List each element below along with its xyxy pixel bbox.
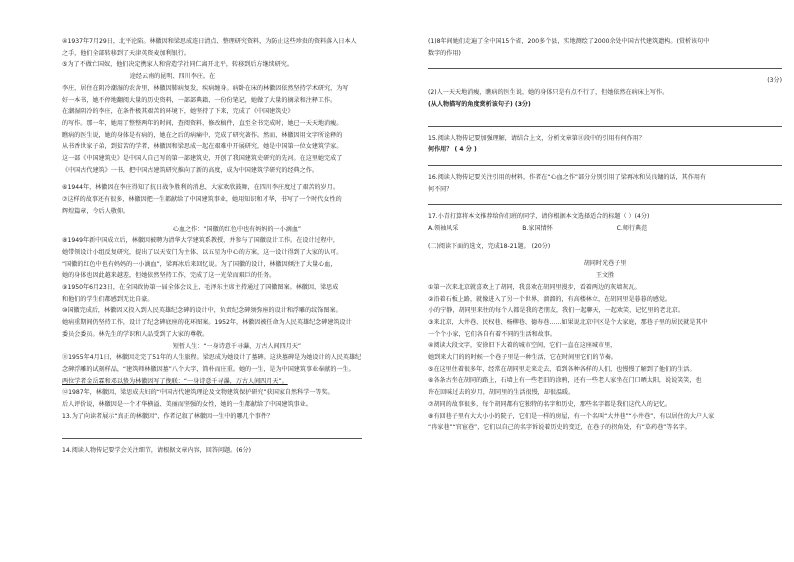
text-line: 后人评价说，林徽因是一个才华横溢、美丽而坚强的女性，她的一生都献给了中国建筑事业。 <box>62 401 312 409</box>
answer-line-16[interactable] <box>428 204 782 205</box>
text-line: “国徽的红色中也有妈妈的一小滴血”，梁再冰后来回忆说。为了国徽的设计，林徽因倾注了大量心血， <box>62 260 337 268</box>
text-line: 念碑浮雕的试刻样品，“建筑师林徽因墓”八个大字，简朴而庄重。她的一生，是为中国建筑事业奉献的一生。 <box>62 365 355 373</box>
text-line: 和他们的学生们都感到无比自豪。 <box>62 295 154 303</box>
text-line: 她带领设计小组反复研究，提出了以天安门为主体、以五星为中心的方案，这一设计得到了大家的认可。 <box>62 248 343 256</box>
question-14-sub2-cont: (从人物描写的角度赏析该句子) (3分) <box>428 100 531 108</box>
text-line: ⑧1949年新中国成立后，林徽因被聘为清华大学建筑系教授，并参与了国徽设计工作。在设计过程中， <box>62 237 339 245</box>
text-line: 两位学者金岳霖和邓以蛰为林徽因写了挽联：“一身诗意千寻瀑，万古人间四月天”。 <box>62 377 288 385</box>
text-line: “冉家巷”“官宦巷”，它们以自己的名字诉说着历史的变迁，在巷子的拐角处，有“草药巷”等名字。 <box>428 424 691 432</box>
question-14-sub1-cont: 数字的作用) <box>428 49 461 57</box>
text-line: ⑦这样的故事还有很多，林徽因把一生都献给了中国建筑事业，她用知识和才华，书写了一个时代女性的 <box>62 196 342 204</box>
reading-passage-part1 <box>62 36 412 218</box>
article-body <box>428 282 782 434</box>
score-label: (3分) <box>767 77 782 85</box>
section-heading: 心血之作：“国徽的红色中也有妈妈的一小滴血” <box>172 225 302 233</box>
text-line: ⑨1950年6月23日，在全国政协第一届全体会议上，毛泽东主席主持通过了国徽图案。林徽因、梁思成 <box>62 284 339 292</box>
text-line: 从书香世家子弟，到贫苦的学者，林徽因和梁思成一起在艰难中开展研究，她是中国第一位女建筑学家。 <box>62 143 343 151</box>
question-15-cont: 何作用？ ( 4 分 ) <box>428 146 477 154</box>
text-line: 在潮湿阴冷的李庄，在条件极其艰苦的环境下，她坚持了下来，完成了《中国建筑史》 <box>62 108 294 116</box>
text-line: 途经云南的昆明、四川李庄。在 <box>62 73 216 81</box>
text-line: 李庄，居住在阴冷潮湿的农舍里，林徽因肺病复发，疾病缠身。病卧在床的林徽因依然坚持学术研究，为写 <box>62 84 349 92</box>
text-line: 《中国古代建筑》一书，把中国古建筑研究推向了新的高度，成为中国建筑学研究的经典之作。 <box>62 166 318 174</box>
text-line: ②沿着石板上路，就像进入了另一个世界，溜溜的，有高楼林立，在胡同里是暮暮的感觉。 <box>428 295 672 303</box>
left-column <box>62 36 412 456</box>
text-line: ⑫1987年，林徽因、梁思成夫妇的“中国古代建筑理论及文物建筑保护研究”获国家自然科学一等奖。 <box>62 389 334 397</box>
text-line: 之手，他们全部转移到了天津英资麦加利银行。 <box>62 49 190 57</box>
text-line: 小的宁静，胡同里来往的每个人都是我的老朋友，我们一起聊天，一起欢笑，记忆里的老北京。 <box>428 307 684 315</box>
text-line: 许在回味过去的岁月，胡同里的生活很慢，却很温暖。 <box>428 389 575 397</box>
options-row <box>428 223 782 235</box>
answer-line-14-2[interactable] <box>428 126 782 127</box>
question-16-cont: 何不同？ <box>428 185 453 193</box>
text-line: 她到来大门的的时候一个巷子里是一种生活，它在时间里它们的节奏。 <box>428 354 617 362</box>
question-16: 16.阅读人物传记要关注引用的材料，作者在“心血之作”部分分别引用了梁再冰和吴良镛的话，其作用有 <box>428 173 707 181</box>
text-line: 的写作。那一年，她用了整整两年的时间，查阅资料，修改稿件，直至全书完成时，她已一天天地消瘦。 <box>62 119 343 127</box>
text-line: ⑪1955年4月1日，林徽因走完了51年的人生旅程。梁思成为她设计了墓碑。这块墓碑是为她设计的人民英雄纪 <box>62 354 362 362</box>
option-c[interactable]: C.师行典范 <box>616 225 648 233</box>
answer-line-13[interactable] <box>62 438 362 439</box>
question-14-sub2: (2)人一天天地消瘦，瞧病的医生说，她的身体只是有点不行了，但她依然在病床上写作。 <box>428 89 669 97</box>
reading-passage-part3 <box>62 352 412 411</box>
option-a[interactable]: A.领袖风采 <box>428 225 459 233</box>
section-two-header: (二)阅读下面的选文，完成18-21题。 (20分) <box>428 242 551 250</box>
question-17: 17.小青打算将本文推荐给你们班的同学，请你根据本文选择适合的标题（ ）(4分) <box>428 213 650 221</box>
question-13: 13.为了向读者展示“真正的林徽因”，作者记叙了林徽因一生中的哪几个事件？ <box>62 412 274 420</box>
text-line: ⑩国徽完成后，林徽因又投入到人民英雄纪念碑的设计中，负责纪念碑须弥座的设计和浮雕的纹饰图案。 <box>62 307 342 315</box>
reading-passage-part2 <box>62 235 412 340</box>
text-line: ⑧有回巷子里有大大小小的院子，它们是一样的房屋，有一个名叫“大井巷”“小井巷”，有以居住的大户人家 <box>428 412 715 420</box>
text-line: 她的身体也因此越来越差，但她依然坚持工作，完成了这一光荣而艰巨的任务。 <box>62 272 276 280</box>
text-line: ④1937年7月29日，北平沦陷。林徽因和梁思成连日清点、整理研究资料，为防止这些珍贵的资料落入日本人 <box>62 38 357 45</box>
text-line: ④阅读大段文字，安徐旧下大着的城市空间，它们一直在这座城市里， <box>428 342 617 350</box>
text-line: 委员会委员。林先生的学识和人品受到了大家的尊敬。 <box>62 330 209 338</box>
text-line: ⑤在这里住着很多年，经常在胡同里走来走去，看到各种各样的人们，也慢慢了解到了他们的生活。 <box>428 365 696 373</box>
article-title: 胡同时光巷子里 <box>583 260 627 268</box>
text-line: 辉煌篇章，令后人敬仰。 <box>62 207 130 215</box>
text-line: 一个个小家，它们各自有着不同的生活和故事。 <box>428 330 556 338</box>
text-line: ⑦胡同的故事很多，每个胡同都有它独特的名字和历史，那些名字都是我们这代人的记忆。 <box>428 400 672 408</box>
text-line: 瞧病的医生说，她的身体是有病的，她在之后的病痛中，完成了研究著作。然而，林徽因用文字所诠释的 <box>62 131 343 139</box>
text-line: 她病重期间仍坚持工作，设计了纪念碑底座的花环图案。1952年，林徽因被任命为人民英雄纪念碑建筑设计 <box>62 319 352 327</box>
answer-line-14-1[interactable] <box>428 68 782 69</box>
question-14-sub1: (1)8年间她们走遍了全中国15个省，200多个县，实地测绘了2000余处中国古代建筑遗构。(赏析该句中 <box>428 38 710 45</box>
text-line: ⑥1944年，林徽因在李庄得知了抗日战争胜利的消息，大家欢欣鼓舞，在四川李庄度过了艰苦的岁月。 <box>62 184 339 192</box>
text-line: ⑤为了不做亡国奴，他们决定携家人和营造学社同仁离开北平，转移到后方继续研究。 <box>62 61 293 69</box>
right-column <box>428 36 782 434</box>
text-line: ①第一次来北京就喜欢上了胡同，我喜欢在胡同里漫步，看着两边的灰墙灰瓦。 <box>428 283 641 291</box>
section-heading: 短暂人生：“一身诗意千寻瀑，万古人间四月天” <box>172 342 302 350</box>
text-line: ③来北京，大井巷、民权巷、杨柳巷、德寿巷……如果说北京中区是个大家庭，那巷子里的居民就是其中 <box>428 318 708 326</box>
question-14: 14.阅读人物传记要学会关注细节，请根据文章内容，回答问题。(6分) <box>62 446 251 454</box>
answer-line-15[interactable] <box>428 165 782 166</box>
text-line: 这一部《中国建筑史》是中国人自己写的第一部建筑史，开创了我国建筑史研究的先河。在这里她完成了 <box>62 155 343 163</box>
text-line: ⑥各条古坐在胡同的路上，石墙上有一些老旧的涂鸦，还有一些老人家坐在门口晒太阳，说说笑笑，也 <box>428 377 702 385</box>
option-b[interactable]: B.家国情怀 <box>522 225 553 233</box>
text-line: 好一本书，她不停地翻阅大量的历史资料，一部部典籍、一份份笔记，她做了大量的摘录和注释工作。 <box>62 96 337 104</box>
question-15: 15.阅读人物传记要加强理解，请结合上文，分析文章第⑪段中的引用有何作用？ <box>428 134 645 142</box>
article-author: 王文胜 <box>595 272 615 280</box>
